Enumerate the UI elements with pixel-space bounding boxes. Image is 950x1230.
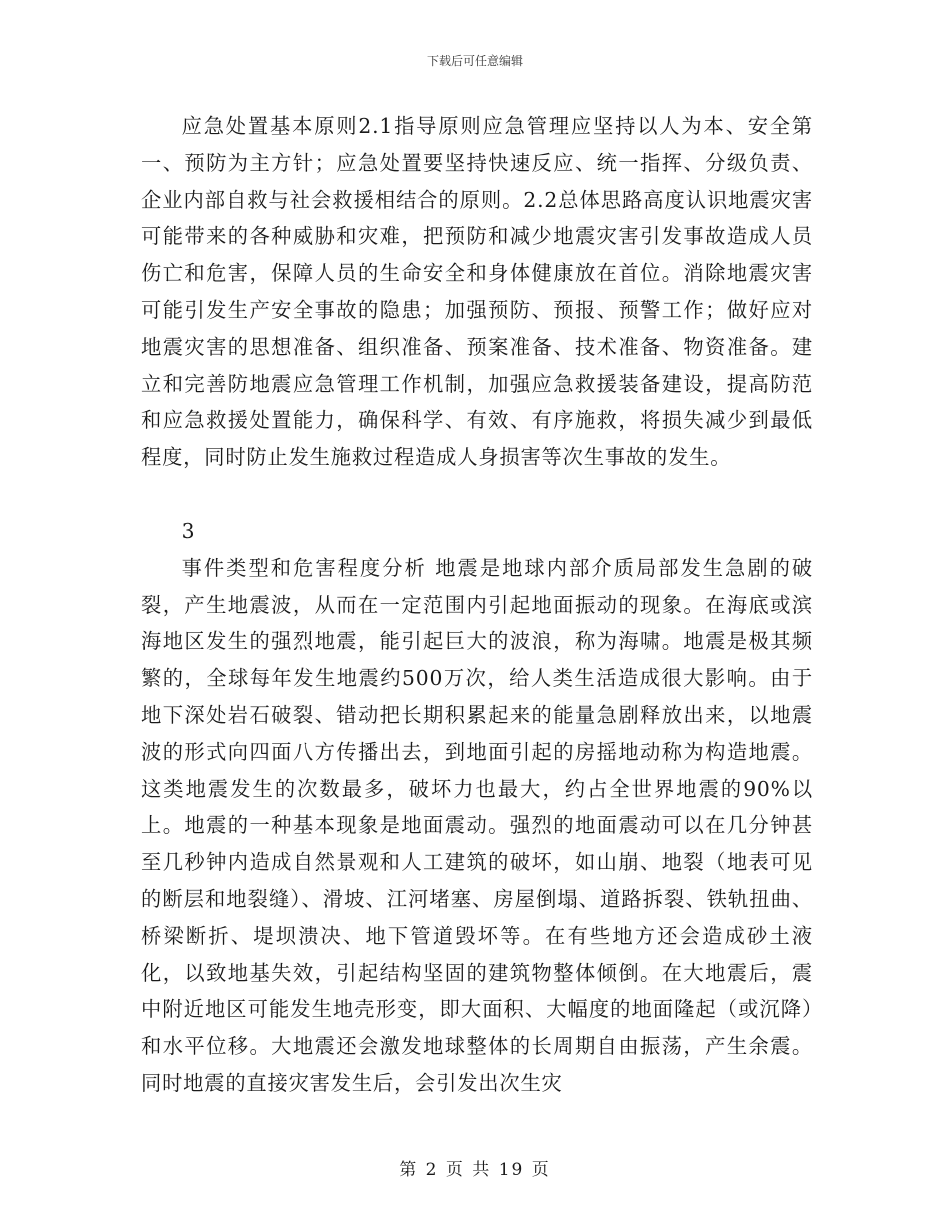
paragraph-hazard-analysis: 事件类型和危害程度分析 地震是地球内部介质局部发生急剧的破裂，产生地震波，从而在一定范围内引起地面振动的现象。在海底或滨海地区发生的强烈地震，能引起巨大的波浪，称为海啸。地震是极其频繁的，全球每年发生地震约500万次，给人类生活造成很大影响。由于地下深处岩石破裂、错动把长期积累起来的能量急剧释放出来，以地震波的形式向四面八方传播出去，到地面引起的房摇地动称为构造地震。这类地震发生的次数最多，破坏力也最大，约占全世界地震的90%以上。地震的一种基本现象是地面震动。强烈的地面震动可以在几分钟甚至几秒钟内造成自然景观和人工建筑的破坏，如山崩、地裂（地表可见的断层和地裂缝）、滑坡、江河堵塞、房屋倒塌、道路拆裂、铁轨扭曲、桥梁断折、堤坝溃决、地下管道毁坏等。在有些地方还会造成砂土液化，以致地基失效，引起结构坚固的建筑物整体倾倒。在大地震后，震中附近地区可能发生地壳形变，即大面积、大幅度的地面隆起（或沉降）和水平位移。大地震还会激发地球整体的长周期自由振荡，产生余震。同时地震的直接灾害发生后，会引发出次生灾 — [141, 555, 813, 1095]
paragraph-principles: 应急处置基本原则2.1指导原则应急管理应坚持以人为本、安全第一、预防为主方针；应急处置要坚持快速反应、统一指挥、分级负责、企业内部自救与社会救援相结合的原则。2.2总体思路高度认识地震灾害可能带来的各种威胁和灾难，把预防和减少地震灾害引发事故造成人员伤亡和危害，保障人员的生命安全和身体健康放在首位。消除地震灾害可能引发生产安全事故的隐患；加强预防、预报、预警工作；做好应对地震灾害的思想准备、组织准备、预案准备、技术准备、物资准备。建立和完善防地震应急管理工作机制，加强应急救援装备建设，提高防范和应急救援处置能力，确保科学、有效、有序施救，将损失减少到最低程度，同时防止发生施救过程造成人身损害等次生事故的发生。 — [141, 114, 813, 470]
page-header: 下载后可任意编辑 — [426, 54, 523, 68]
page-footer: 第 2 页 共 19 页 — [399, 1160, 551, 1180]
document-body — [141, 108, 813, 1102]
section-number: 3 — [181, 519, 195, 543]
